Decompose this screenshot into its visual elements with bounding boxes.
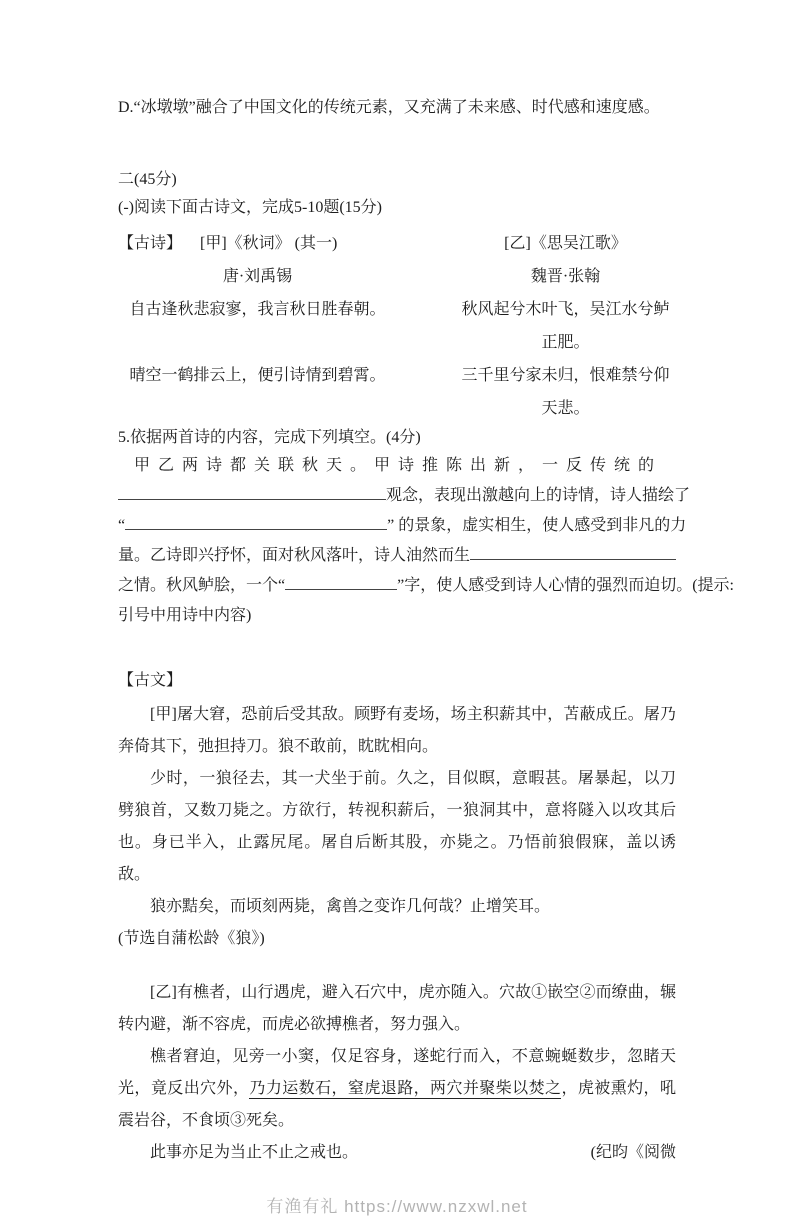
- question-5-line-4: [118, 541, 676, 571]
- close-quote: ”: [387, 517, 395, 534]
- yi-paragraph-2-post: ，虎被熏灼，吼震岩谷，不食顷③死矣。: [118, 1080, 676, 1129]
- fill-blank-1: [118, 482, 386, 500]
- choice-option-d: D.“冰墩墩”融合了中国文化的传统元素，又充满了未来感、时代感和速度感。: [118, 99, 660, 116]
- poem-yi-author: 魏晋·张翰: [530, 268, 601, 285]
- classical-jia-paragraph-1: [甲]屠大窘，恐前后受其敌。顾野有麦场，场主积薪其中，苫蔽成丘。屠乃奔倚其下，弛担持刀。狼不敢前，眈眈相向。: [118, 706, 676, 755]
- question-5-line-5-pre: 之情。秋风鲈脍，一个“: [118, 577, 286, 594]
- poem-jia-title-cell: [118, 227, 397, 260]
- poem-jia-author: 唐·刘禹锡: [222, 268, 293, 285]
- poems-label: 【古诗】: [118, 235, 183, 252]
- watermark-text: 有渔有礼 https://www.nzxwl.net: [266, 1197, 528, 1216]
- poem-yi-line-2: 三千里兮家未归，恨难禁兮仰天悲。: [461, 367, 670, 417]
- question-5-line-2-text: 观念，表现出激越向上的诗情，诗人描绘了: [386, 487, 691, 504]
- classical-yi-closing-row: [118, 1137, 676, 1169]
- classical-yi-closing: 此事亦足为当止不止之戒也。: [150, 1144, 359, 1161]
- poem-yi-title: [乙]《思吴江歌》: [504, 235, 627, 252]
- ancient-poems-block: [118, 227, 676, 425]
- yi-paragraph-2-underlined-segment: 乃力运数石，窒虎退路，两穴并聚柴以焚之: [249, 1080, 562, 1097]
- classical-prose-label: 【古文】: [118, 672, 183, 689]
- open-quote: “: [118, 517, 126, 534]
- poem-yi-line-1: 秋风起兮木叶飞，吴江水兮鲈正肥。: [461, 301, 670, 351]
- question-5-line-5-post: ”字，使人感受到诗人心情的强烈而迫切。(提示:: [397, 577, 734, 594]
- poem-title-row: [118, 227, 676, 260]
- poem-jia-line-2: 晴空一鹤排云上，便引诗情到碧霄。: [129, 367, 386, 384]
- question-5-line-3-text: 的景象，虚实相生，使人感受到非凡的力: [394, 517, 687, 534]
- classical-yi-paragraph-1: [乙]有樵者，山行遇虎，避入石穴中，虎亦随入。穴故①嵌空②而缭曲，辗转内避，渐不容虎，而虎必欲搏樵者，努力强入。: [118, 984, 676, 1033]
- question-5-line-6: 引号中用诗中内容): [118, 607, 252, 624]
- fill-blank-2: [125, 512, 387, 530]
- question-5-line-1: 甲乙两诗都关联秋天。甲诗推陈出新，一反传统的: [134, 457, 663, 474]
- classical-yi-paragraph-2: [118, 1041, 676, 1137]
- yi-paragraph-2-pre: 樵者窘迫，见旁一小窦，仅足容身，遂蛇行而入，不意蜿蜒数步，忽睹天光，竟反出穴外，: [118, 1048, 676, 1097]
- classical-yi-source: (纪昀《阅微: [590, 1144, 676, 1161]
- fill-blank-3: [470, 542, 676, 560]
- section-two-heading: 二(45分): [118, 171, 177, 188]
- poem-jia-title: [甲]《秋词》 (其一): [200, 235, 338, 252]
- poem-verse-row-1: [118, 293, 676, 359]
- classical-jia-paragraph-3: 狼亦黠矣，而顷刻两毙，禽兽之变诈几何哉？止增笑耳。: [150, 898, 551, 915]
- question-5-line-3: [118, 511, 687, 541]
- reading-part-intro: (-)阅读下面古诗文，完成5-10题(15分): [118, 199, 382, 216]
- question-5-line-5: [118, 571, 734, 601]
- question-5-line-2: [118, 481, 691, 511]
- poem-jia-line-1: 自古逢秋悲寂寥，我言秋日胜春朝。: [129, 301, 386, 318]
- question-5-line-4-text: 量。乙诗即兴抒怀，面对秋风落叶，诗人油然而生: [118, 547, 471, 564]
- classical-jia-source: (节选自蒲松龄《狼》): [118, 930, 265, 947]
- poem-verse-row-2: [118, 359, 676, 425]
- classical-jia-paragraph-2: 少时，一狼径去，其一犬坐于前。久之，目似瞑，意暇甚。屠暴起，以刀劈狼首，又数刀毙之。方欲行，转视积薪后，一狼洞其中，意将隧入以攻其后也。身已半入，止露尻尾。屠自后断其股，亦毙之。乃悟前狼假寐，盖以诱敌。: [118, 770, 676, 883]
- poem-author-row: [118, 260, 676, 293]
- fill-blank-4: [285, 572, 397, 590]
- question-5-heading: 5.依据两首诗的内容，完成下列填空。(4分): [118, 429, 421, 446]
